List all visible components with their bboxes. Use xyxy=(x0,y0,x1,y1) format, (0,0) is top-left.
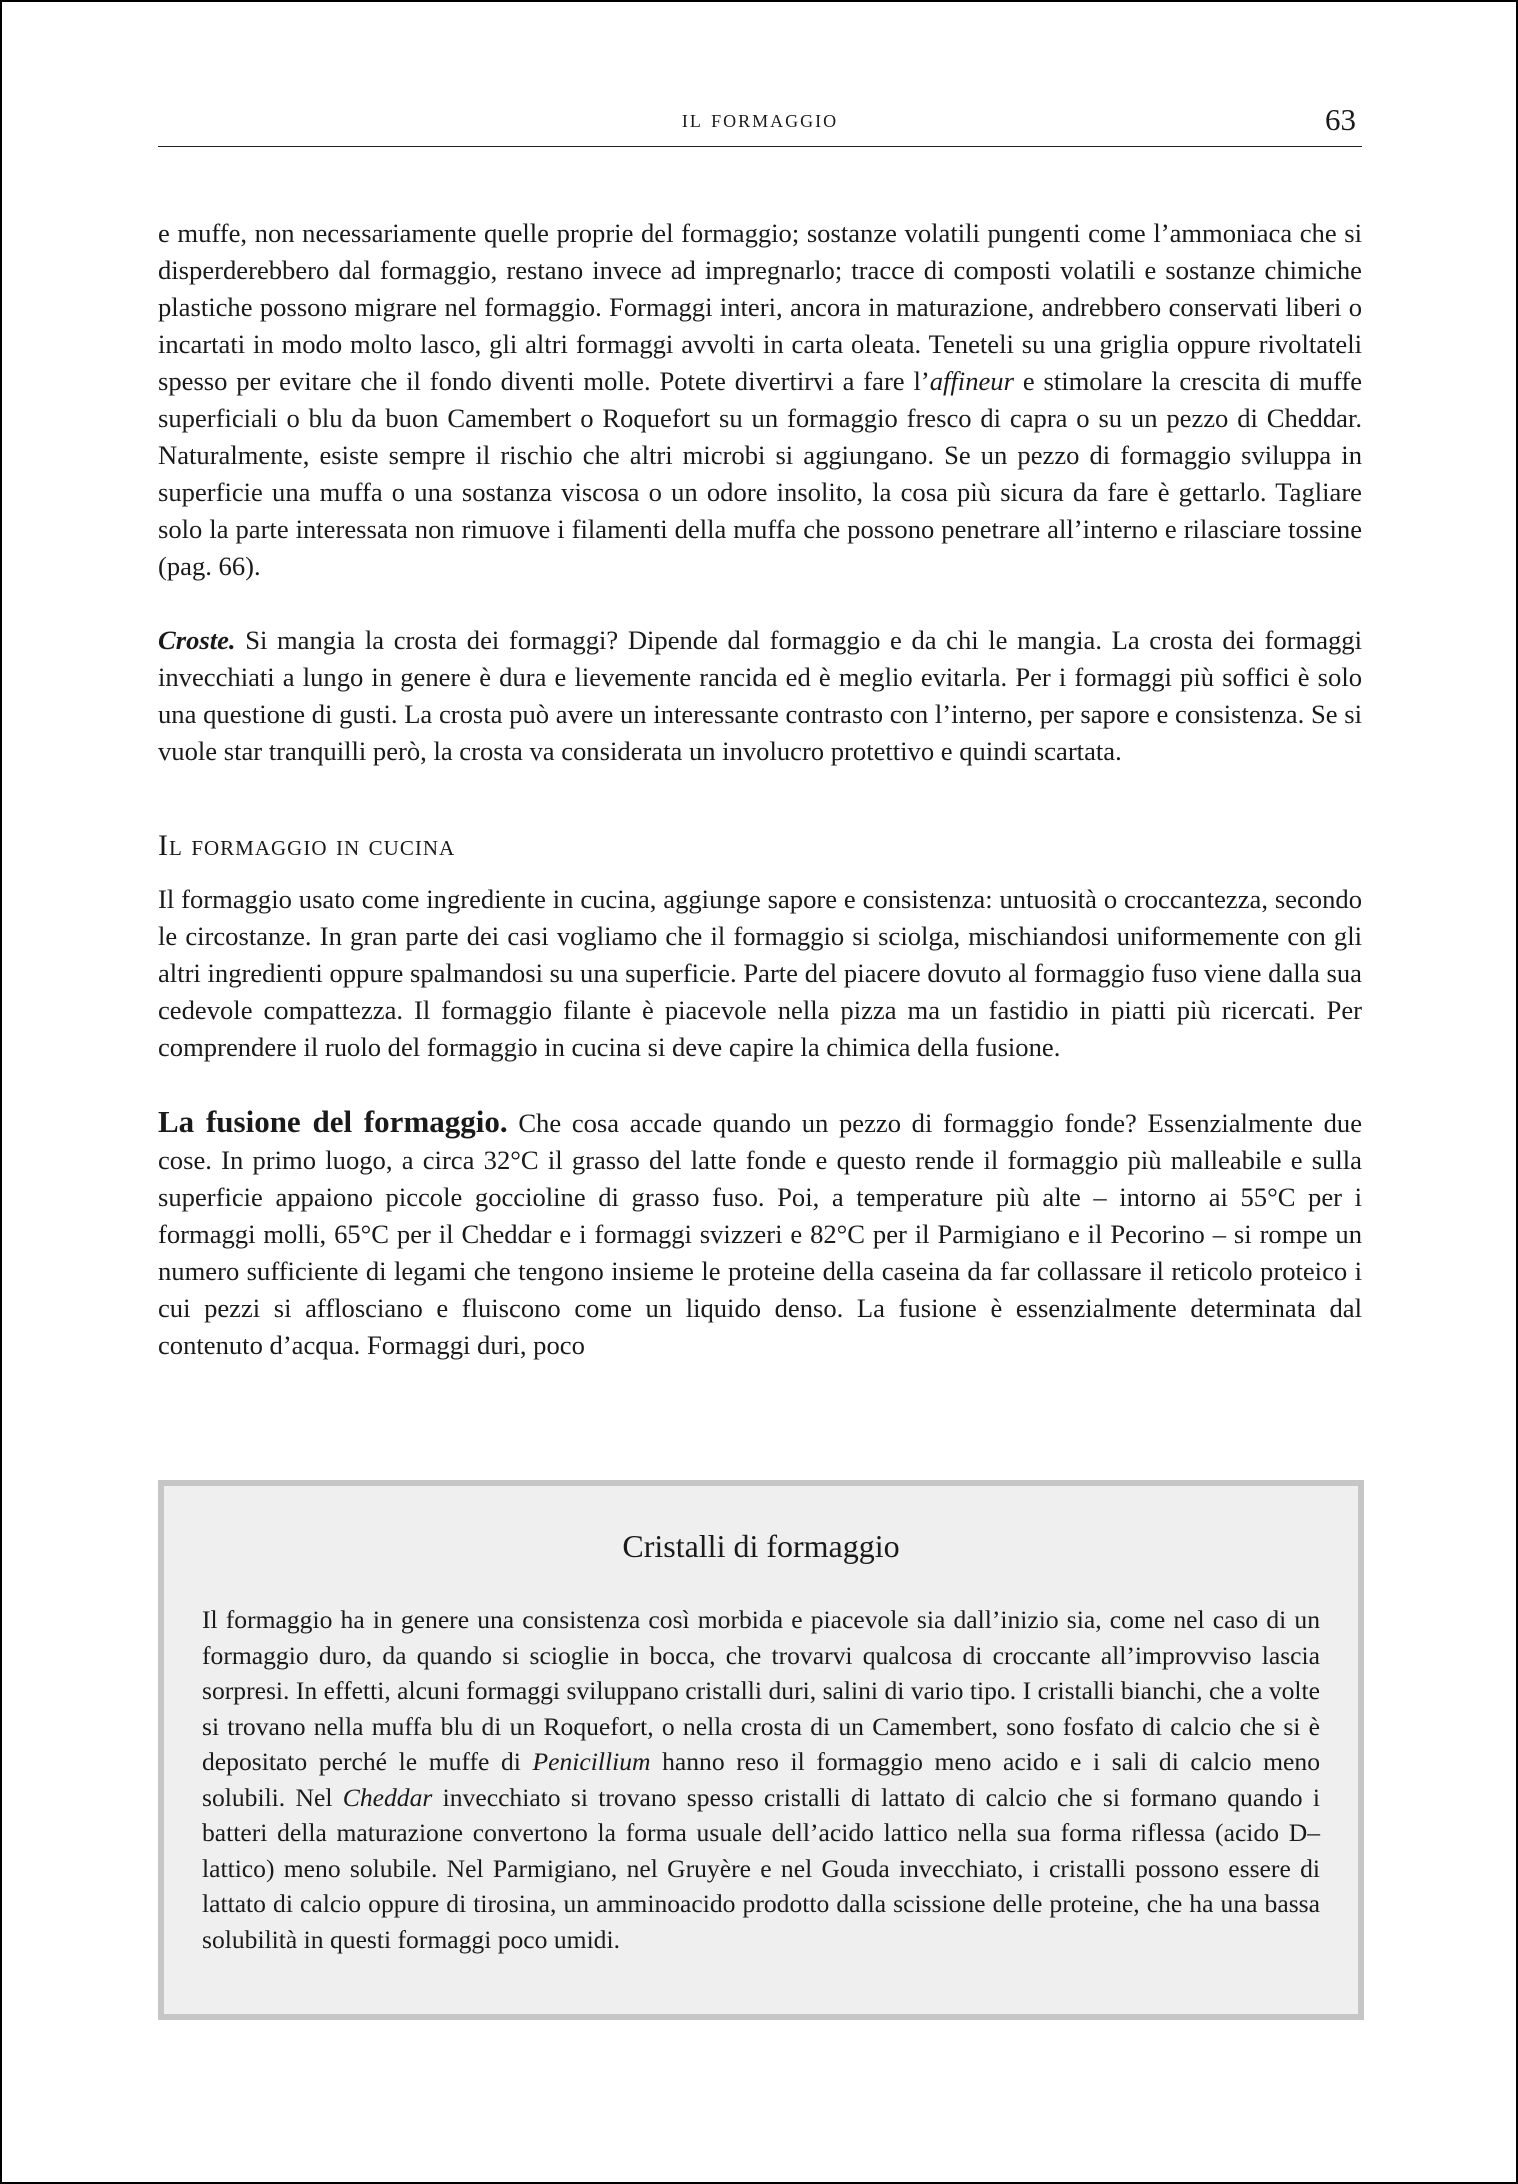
sidebar-text xyxy=(202,1602,1320,1957)
paragraph-cooking: Il formaggio usato come ingrediente in cucina, aggiunge sapore e consistenza: untuosità o croccantezza, secondo le circostanze. In gran parte dei casi vogliamo che il formaggio si sciolga, mischiandosi uniformemente con gli altri ingredienti oppure spalmandosi su una superficie. Parte del piacere dovuto al formaggio fuso viene dalla sua cedevole compattezza. Il formaggio filante è piacevole nella pizza ma un fastidio in piatti più ricercati. Per comprendere il ruolo del formaggio in cucina si deve capire la chimica della fusione. xyxy=(158,884,1362,1062)
paragraph-rinds xyxy=(158,622,1362,770)
main-text xyxy=(158,215,1362,1364)
running-header xyxy=(158,102,1362,147)
italic-term: affineur xyxy=(929,366,1014,396)
run-in-heading: Croste. xyxy=(158,625,236,655)
paragraph-text: Che cosa accade quando un pezzo di formaggio fonde? Essenzialmente due cose. In primo luogo, a circa 32°C il grasso del latte fonde e questo rende il formaggio più malleabile e sulla superficie appaiono piccole goccioline di grasso fuso. Poi, a temperature più alte – intorno ai 55°C per i formaggi molli, 65°C per il Cheddar e i formaggi svizzeri e 82°C per il Parmigiano e il Pecorino – si rompe un numero sufficiente di legami che tengono insieme le proteine della caseina da far collassare il reticolo proteico i cui pezzi si afflosciano e fluiscono come un liquido denso. La fusione è essenzialmente determinata dal contenuto d’acqua. Formaggi duri, poco xyxy=(158,1108,1362,1360)
paragraph-storage xyxy=(158,215,1362,585)
page-number: 63 xyxy=(1325,102,1356,137)
paragraph-melting xyxy=(158,1103,1362,1364)
paragraph-text: e muffe, non necessariamente quelle proprie del formaggio; sostanze volatili pungenti come l’ammoniaca che si disperderebbero dal formaggio, restano invece ad impregnarlo; tracce di composti volatili e sostanze chimiche plastiche possono migrare nel formaggio. Formaggi interi, ancora in maturazione, andrebbero conservati liberi o incartati in modo molto lasco, gli altri formaggi avvolti in carta oleata. Teneteli su una griglia oppure rivoltateli spesso per evitare che il fondo diventi molle. Potete divertirvi a fare l’ xyxy=(158,218,1362,396)
paragraph-text: e stimolare la crescita di muffe superficiali o blu da buon Camembert o Roquefort su un formaggio fresco di capra o su un pezzo di Cheddar. Naturalmente, esiste sempre il rischio che altri microbi si aggiungano. Se un pezzo di formaggio sviluppa in superficie una muffa o una sostanza viscosa o un odore insolito, la cosa più sicura da fare è gettarlo. Tagliare solo la parte interessata non rimuove i filamenti della muffa che possono penetrare all’interno e rilasciare tossine (pag. 66). xyxy=(158,366,1363,581)
running-title: il formaggio xyxy=(681,106,839,133)
sidebar-paragraph xyxy=(202,1602,1320,1957)
paragraph-text: Si mangia la crosta dei formaggi? Dipende dal formaggio e da chi le mangia. La crosta dei formaggi invecchiati a lungo in genere è dura e lievemente rancida ed è meglio evitarla. Per i formaggi più soffici è solo una questione di gusti. La crosta può avere un interessante contrasto con l’interno, per sapore e consistenza. Se si vuole star tranquilli però, la crosta va considerata un involucro protettivo e quindi scartata. xyxy=(158,625,1362,766)
italic-term: Penicillium xyxy=(532,1747,651,1776)
sidebar-title: Cristalli di formaggio xyxy=(622,1528,900,1564)
sidebar-box xyxy=(158,1480,1364,2020)
run-in-heading: La fusione del formaggio. xyxy=(158,1104,508,1139)
italic-term: Cheddar xyxy=(342,1782,433,1812)
sidebar-text-run: invecchiato si trovano spesso cristalli di lattato di calcio che si formano quando i batteri della maturazione convertono la forma usuale dell’acido lattico nella sua forma riflessa (acido D–lattico) meno solubile. Nel Parmigiano, nel Gruyère e nel Gouda invecchiato, i cristalli possono essere di lattato di calcio oppure di tirosina, un amminoacido prodotto dalla scissione delle proteine, che ha una bassa solubilità in questi formaggi poco umidi. xyxy=(202,1782,1321,1954)
sidebar-text-run: Il formaggio ha in genere una consistenza così morbida e piacevole sia dall’inizio sia, come nel caso di un formaggio duro, da quando si scioglie in bocca, che trovarvi qualcosa di croccante all’improvviso lascia sorpresi. In effetti, alcuni formaggi sviluppano cristalli duri, salini di vario tipo. I cristalli bianchi, che a volte si trovano nella muffa blu di un Roquefort, o nella crosta di un Camembert, sono fosfato di calcio che si è depositato perché le muffe di xyxy=(202,1605,1320,1776)
section-heading: Il formaggio in cucina xyxy=(158,829,456,862)
sidebar-text-run: hanno reso il formaggio meno acido e i sali di calcio meno solubili. Nel xyxy=(202,1747,1320,1812)
